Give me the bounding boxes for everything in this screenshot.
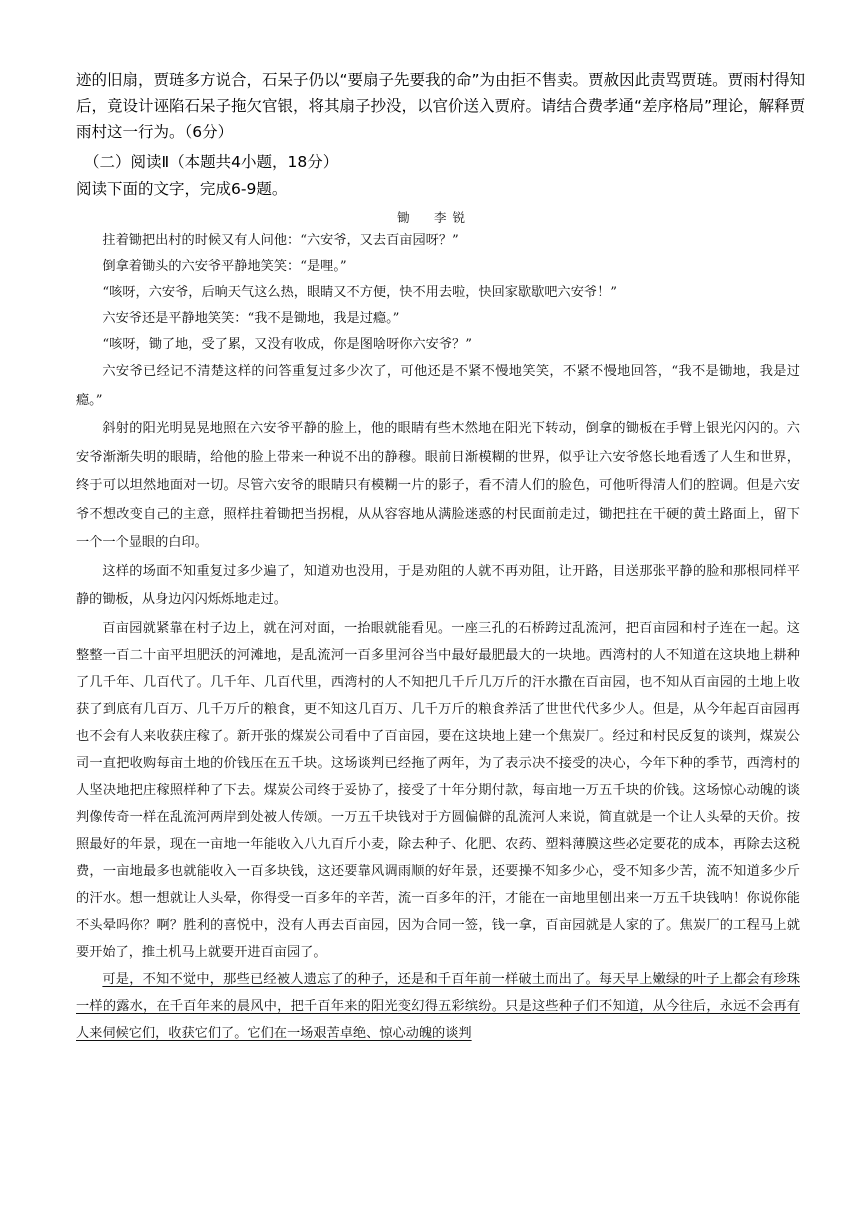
article-paragraph: 这样的场面不知重复过多少遍了，知道劝也没用，于是劝阻的人就不再劝阻，让开路，目送那张平静的脸和那根同样平静的锄板，从身边闪闪烁烁地走过。 [76,563,800,607]
article-paragraph: “咳呀，锄了地，受了累，又没有收成，你是图啥呀你六安爷？” [102,337,472,352]
article-paragraph: “咳呀，六安爷，后晌天气这么热，眼睛又不方便，快不用去啦，快回家歇歇吧六安爷！” [102,285,617,300]
article-paragraph: 斜射的阳光明晃晃地照在六安爷平静的脸上，他的眼睛有些木然地在阳光下转动，倒拿的锄板在手臂上银光闪闪的。六安爷渐渐失明的眼睛，给他的脸上带来一种说不出的静穆。眼前日渐模糊的世界，似乎让六安爷悠长地看透了人生和世界，终于可以坦然地面对一切。尽管六安爷的眼睛只有模糊一片的影子，看不清人们的脸色，可他听得清人们的腔调。但是六安爷不想改变自己的主意，照样拄着锄把当拐棍，从从容容地从满脸迷惑的村民面前走过，锄把拄在干硬的黄土路面上，留下一个一个显眼的白印。 [76,421,800,550]
article-paragraph: 六安爷已经记不清楚这样的问答重复过多少次了，可他还是不紧不慢地笑笑，不紧不慢地回答，“我不是锄地，我是过瘾。” [76,364,800,408]
underlined-paragraph: 可是，不知不觉中，那些已经被人遗忘了的种子，还是和千百年前一样破土而出了。每天早上嫩绿的叶子上都会有珍珠一样的露水，在千百年来的晨风中，把千百年来的阳光变幻得五彩缤纷。只是这些种子们不知道，从今往后，永远不会再有人来伺候它们，收获它们了。它们在一场艰苦卓绝、惊心动魄的谈判 [76,971,800,1041]
article-paragraph: 拄着锄把出村的时候又有人问他：“六安爷，又去百亩园呀？” [102,233,459,248]
reading-instruction: 阅读下面的文字，完成6-9题。 [76,180,288,198]
article-title: 锄 李锐 [396,210,471,225]
article-paragraph: 百亩园就紧靠在村子边上，就在河对面，一抬眼就能看见。一座三孔的石桥跨过乱流河，把百亩园和村子连在一起。这整整一百二十亩平坦肥沃的河滩地，是乱流河一百多里河谷当中最好最肥最大的一块地。西湾村的人不知道在这块地上耕种了几千年、几百代了。几千年、几百代里，西湾村的人不知把几千斤几万斤的汗水撒在百亩园，也不知从百亩园的土地上收获了到底有几百万、几千万斤的粮食，更不知这几百万、几千万斤的粮食养活了世世代代多少人。但是，从今年起百亩园再也不会有人来收获庄稼了。新开张的煤炭公司看中了百亩园，要在这块地上建一个焦炭厂。经过和村民反复的谈判，煤炭公司一直把收购每亩土地的价钱压在五千块。这场谈判已经拖了两年，为了表示决不接受的决心，今年下种的季节，西湾村的人坚决地把庄稼照样种了下去。煤炭公司终于妥协了，接受了十年分期付款，每亩地一万五千块的价钱。这场惊心动魄的谈判像传奇一样在乱流河两岸到处被人传颂。一万五千块钱对于方圆偏僻的乱流河人来说，简直就是一个让人头晕的天价。按照最好的年景，现在一亩地一年能收入八九百斤小麦，除去种子、化肥、农药、塑料薄膜这些必定要花的成本，再除去这税费，一亩地最多也就能收入一百多块钱，这还要靠风调雨顺的好年景，还要操不知多少心，受不知多少苦，流不知道多少斤的汗水。想一想就让人头晕，你得受一百多年的辛苦，流一百多年的汗，才能在一亩地里刨出来一万五千块钱呐！你说你能不头晕吗你？啊？胜利的喜悦中，没有人再去百亩园，因为合同一签，钱一拿，百亩园就是人家的了。焦炭厂的工程马上就要开始了，推土机马上就要开进百亩园了。 [76,620,800,960]
section-heading: （二）阅读Ⅱ（本题共4小题，18分） [84,153,339,171]
article-paragraph: 六安爷还是平静地笑笑：“我不是锄地，我是过瘾。” [102,311,400,326]
article-paragraph: 倒拿着锄头的六安爷平静地笑笑：“是哩。” [102,259,347,274]
article-body [76,228,800,1047]
previous-question-text: 迹的旧扇，贾琏多方说合，石呆子仍以“要扇子先要我的命”为由拒不售卖。贾赦因此责骂贾琏。贾雨村得知后，竟设计诬陷石呆子拖欠官银，将其扇子抄没，以官价送入贾府。请结合费孝通“差序格局”理论，解释贾雨村这一行为。（6分） [76,71,806,141]
